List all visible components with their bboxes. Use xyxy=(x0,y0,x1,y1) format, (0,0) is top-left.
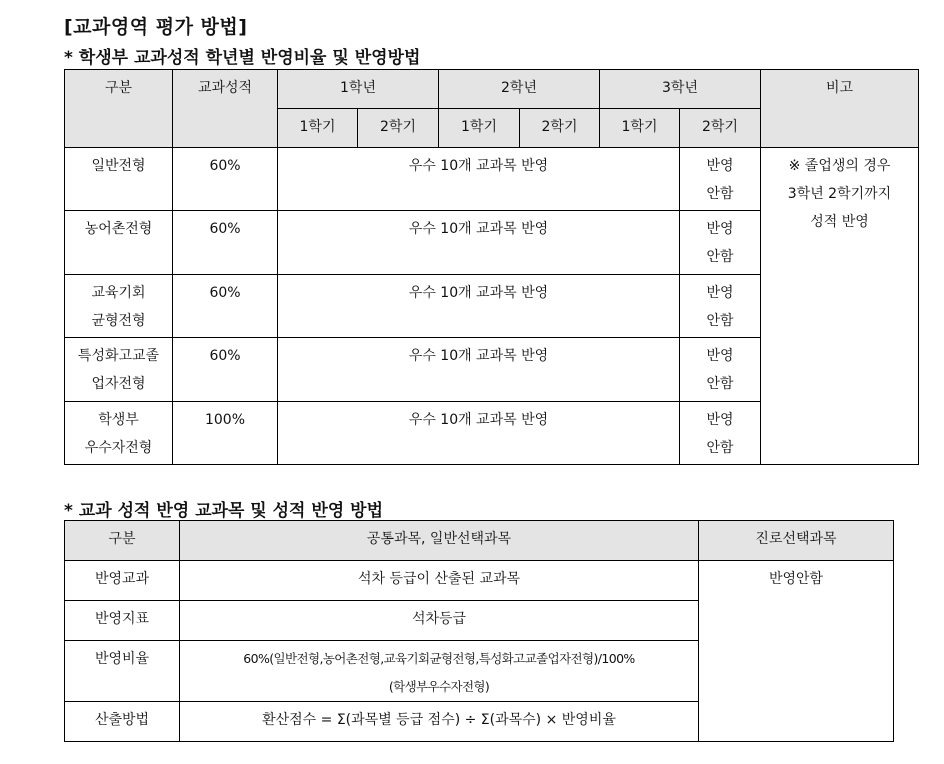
row-not-reflect: 반영 안함 xyxy=(680,275,761,338)
career-value: 반영안함 xyxy=(699,561,894,742)
header-year1: 1학년 xyxy=(278,70,439,109)
t2-row-label: 반영비율 xyxy=(65,641,180,702)
row-score: 100% xyxy=(173,402,278,465)
t2-row-value: 60%(일반전형,농어촌전형,교육기회균형전형,특성화고교졸업자전형)/100% (학생부우수자전형) xyxy=(180,641,699,702)
table1-title: * 학생부 교과성적 학년별 반영비율 및 반영방법 xyxy=(64,48,421,68)
t2-row-value: 환산점수 = Σ(과목별 등급 점수) ÷ Σ(과목수) × 반영비율 xyxy=(180,702,699,742)
header-y2-s1: 1학기 xyxy=(439,109,520,148)
t2-header-common: 공통과목, 일반선택과목 xyxy=(180,521,699,561)
row-not-reflect: 반영 안함 xyxy=(680,211,761,275)
table-row xyxy=(65,148,919,211)
header-year3: 3학년 xyxy=(600,70,761,109)
row-score: 60% xyxy=(173,148,278,211)
row-name: 학생부 우수자전형 xyxy=(65,402,173,465)
row-name: 일반전형 xyxy=(65,148,173,211)
remark-cell: ※ 졸업생의 경우 3학년 2학기까지 성적 반영 xyxy=(761,148,919,465)
row-reflect: 우수 10개 교과목 반영 xyxy=(278,211,680,275)
row-score: 60% xyxy=(173,338,278,402)
row-not-reflect: 반영 안함 xyxy=(680,148,761,211)
t2-header-career: 진로선택과목 xyxy=(699,521,894,561)
header-y2-s2: 2학기 xyxy=(520,109,600,148)
row-not-reflect: 반영 안함 xyxy=(680,402,761,465)
t2-row-label: 반영지표 xyxy=(65,601,180,641)
row-reflect: 우수 10개 교과목 반영 xyxy=(278,148,680,211)
t2-row-label: 반영교과 xyxy=(65,561,180,601)
row-name: 농어촌전형 xyxy=(65,211,173,275)
t2-row-value: 석차등급 xyxy=(180,601,699,641)
row-score: 60% xyxy=(173,275,278,338)
header-y1-s2: 2학기 xyxy=(358,109,439,148)
row-reflect: 우수 10개 교과목 반영 xyxy=(278,275,680,338)
table2-title: * 교과 성적 반영 교과목 및 성적 반영 방법 xyxy=(64,501,383,521)
row-score: 60% xyxy=(173,211,278,275)
header-y3-s1: 1학기 xyxy=(600,109,680,148)
row-reflect: 우수 10개 교과목 반영 xyxy=(278,338,680,402)
row-reflect: 우수 10개 교과목 반영 xyxy=(278,402,680,465)
header-year2: 2학년 xyxy=(439,70,600,109)
row-name: 교육기회 균형전형 xyxy=(65,275,173,338)
page-heading: [교과영역 평가 방법] xyxy=(64,16,248,38)
t2-header-category: 구분 xyxy=(65,521,180,561)
subject-method-table xyxy=(64,520,894,742)
row-not-reflect: 반영 안함 xyxy=(680,338,761,402)
header-grade-score: 교과성적 xyxy=(173,70,278,148)
header-y1-s1: 1학기 xyxy=(278,109,358,148)
row-name: 특성화고교졸 업자전형 xyxy=(65,338,173,402)
t2-row-value: 석차 등급이 산출된 교과목 xyxy=(180,561,699,601)
table-row xyxy=(65,561,894,601)
header-y3-s2: 2학기 xyxy=(680,109,761,148)
t2-row-label: 산출방법 xyxy=(65,702,180,742)
header-category: 구분 xyxy=(65,70,173,148)
header-remarks: 비고 xyxy=(761,70,919,148)
grade-ratio-table xyxy=(64,69,919,465)
